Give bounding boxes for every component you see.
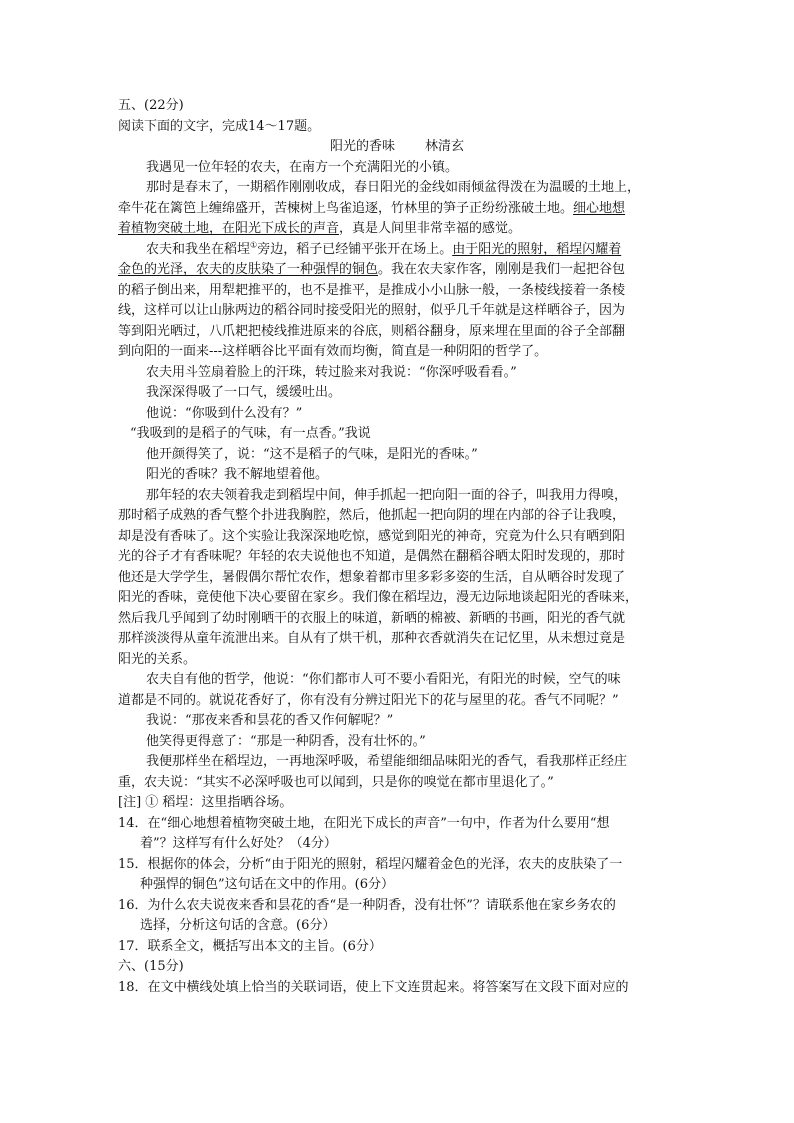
paragraph-14-line-2: 重，农夫说：“其实不必深呼吸也可以闻到，只是你的嗅觉在都市里退化了。” bbox=[118, 774, 554, 790]
article-title: 阳光的香味 bbox=[330, 139, 396, 154]
paragraph-10-line-8: 那样淡淡得从童年流泄出来。自从有了烘干机，那种衣香就消失在记忆里，从未想过竟是 bbox=[118, 631, 626, 646]
paragraph-10-line-2: 那时稻子成熟的香气整个扑进我胸腔，然后，他抓起一把向阴的埋在内部的谷子让我嗅， bbox=[118, 508, 626, 523]
underlined-sentence-2a: 由于阳光的照射，稻埕闪耀着 bbox=[452, 241, 622, 257]
underlined-sentence-2b: 金色的光泽，农夫的皮肤染了一种强悍的铜色 bbox=[118, 262, 379, 277]
paragraph-11-line-1: 农夫自有他的哲学，他说：“你们都市人可不要小看阳光，有阳光的时候，空气的味 bbox=[146, 672, 621, 687]
question-15-line-2: 种强悍的铜色”这句话在文中的作用。(6分） bbox=[140, 877, 394, 892]
paragraph-2-line-2: 牵牛花在篱笆上缠绵盛开，苦楝树上鸟雀追逐，竹林里的笋子正纷纷涨破土地。细心地想 bbox=[118, 200, 626, 216]
question-16-line-1: 16．为什么农夫说夜来香和昙花的香“是一种阴香，没有壮怀”？请联系他在家乡务农的 bbox=[118, 897, 616, 913]
paragraph-8: 他开颜得笑了，说：“这不是稻子的气味，是阳光的香味。” bbox=[146, 446, 478, 462]
question-14-line-1: 14．在“细心地想着植物突破土地，在阳光下成长的声音”一句中，作者为什么要用“想 bbox=[118, 815, 610, 831]
paragraph-3-line-4: 线，这样可以让山脉两边的稻谷同时接受阳光的照射，似乎几千年就是这样晒谷子，因为 bbox=[118, 303, 626, 318]
underlined-sentence-1a: 细心地想 bbox=[573, 200, 626, 216]
paragraph-13: 他笑得更得意了：“那是一种阴香，没有壮怀的。” bbox=[146, 733, 426, 749]
paragraph-4: 农夫用斗笠扇着脸上的汗珠，转过脸来对我说：“你深呼吸看看。” bbox=[146, 364, 517, 380]
paragraph-14-line-1: 我便那样坐在稻埕边，一再地深呼吸，希望能细细品味阳光的香气，看我那样正经庄 bbox=[146, 754, 628, 769]
paragraph-11-line-2: 道都是不同的。就说花香好了，你有没有分辨过阳光下的花与屋里的花。香气不同呢？” bbox=[118, 692, 619, 708]
paragraph-10-line-9: 阳光的关系。 bbox=[118, 651, 197, 667]
paragraph-10-line-7: 然后我几乎闻到了幼时刚晒干的衣服上的味道，新晒的棉被、新晒的书画，阳光的香气就 bbox=[118, 610, 626, 626]
paragraph-9: 阳光的香味？我不解地望着他。 bbox=[146, 467, 329, 482]
paragraph-12: 我说：“那夜来香和昙花的香又作何解呢？” bbox=[146, 713, 394, 728]
paragraph-10-line-1: 那年轻的农夫领着我走到稻埕中间，伸手抓起一把向阳一面的谷子，叫我用力得嗅， bbox=[146, 487, 628, 503]
paragraph-3-line-3: 的稻子倒出来，用犁耙推平的，也不是推平，是推成小小山脉一般，一条棱线接着一条棱 bbox=[118, 282, 626, 298]
section-6-heading: 六、(15分) bbox=[118, 959, 184, 974]
paragraph-2-line-1: 那时是春末了，一期稻作刚刚收成，春日阳光的金线如雨倾盆得泼在为温暖的土地上， bbox=[146, 180, 641, 195]
question-17: 17．联系全文，概括写出本文的主旨。(6分） bbox=[118, 938, 382, 954]
page-content bbox=[118, 96, 678, 998]
article-title-line bbox=[118, 137, 678, 158]
underlined-sentence-1b: 着植物突破土地，在阳光下成长的声音 bbox=[118, 221, 340, 236]
paragraph-10-line-5: 他还是大学学生，暑假偶尔帮忙农作，想象着都市里多彩多姿的生活，自从晒谷时发现了 bbox=[118, 569, 626, 585]
footnote-marker: ① bbox=[250, 240, 258, 250]
paragraph-5: 我深深得吸了一口气，缓缓吐出。 bbox=[146, 385, 342, 400]
section-5-instruction: 阅读下面的文字，完成14～17题。 bbox=[118, 118, 321, 134]
paragraph-10-line-6: 阳光的香味，竟使他下决心要留在家乡。我们像在稻埕边，漫无边际地谈起阳光的香味来， bbox=[118, 590, 639, 605]
paragraph-2-line-3: 着植物突破土地，在阳光下成长的声音，真是人间里非常幸福的感觉。 bbox=[118, 221, 522, 236]
section-5-heading: 五、(22分) bbox=[118, 98, 184, 113]
footnote: [注] ① 稻埕：这里指晒谷场。 bbox=[118, 795, 293, 810]
paragraph-1: 我遇见一位年轻的农夫，在南方一个充满阳光的小镇。 bbox=[146, 159, 459, 175]
paragraph-3-line-1: 农夫和我坐在稻埕①旁边，稻子已经铺平张开在场上。由于阳光的照射，稻埕闪耀着 bbox=[146, 240, 622, 257]
question-14-line-2: 着”？这样写有什么好处？（4分） bbox=[140, 836, 337, 851]
paragraph-10-line-4: 光的谷子才有香味呢？年轻的农夫说他也不知道，是偶然在翻稻谷晒太阳时发现的，那时 bbox=[118, 549, 626, 564]
paragraph-6: 他说：“你吸到什么没有？” bbox=[146, 405, 303, 421]
question-16-line-2: 选择，分析这句话的含意。(6分） bbox=[140, 918, 336, 933]
article-author: 林清玄 bbox=[425, 139, 465, 154]
paragraph-3-line-6: 到向阳的一面来---这样晒谷比平面有效而均衡，简直是一种阴阳的哲学了。 bbox=[118, 344, 548, 359]
paragraph-3-line-2: 金色的光泽，农夫的皮肤染了一种强悍的铜色。我在农夫家作客，刚刚是我们一起把谷包 bbox=[118, 262, 626, 277]
paragraph-10-line-3: 却是没有香味了。这个实验让我深深地吃惊，感觉到阳光的神奇，究竟为什么只有晒到阳 bbox=[118, 528, 626, 544]
paragraph-3-line-5: 等到阳光晒过，八爪耙把棱线推进原来的谷底，则稻谷翻身，原来埋在里面的谷子全部翻 bbox=[118, 323, 626, 339]
question-18: 18．在文中横线处填上恰当的关联词语，使上下文连贯起来。将答案写在文段下面对应的 bbox=[118, 979, 629, 995]
question-15-line-1: 15．根据你的体会，分析“由于阳光的照射，稻埕闪耀着金色的光泽，农夫的皮肤染了一 bbox=[118, 856, 623, 872]
paragraph-7: “我吸到的是稻子的气味，有一点香。”我说 bbox=[130, 426, 371, 441]
